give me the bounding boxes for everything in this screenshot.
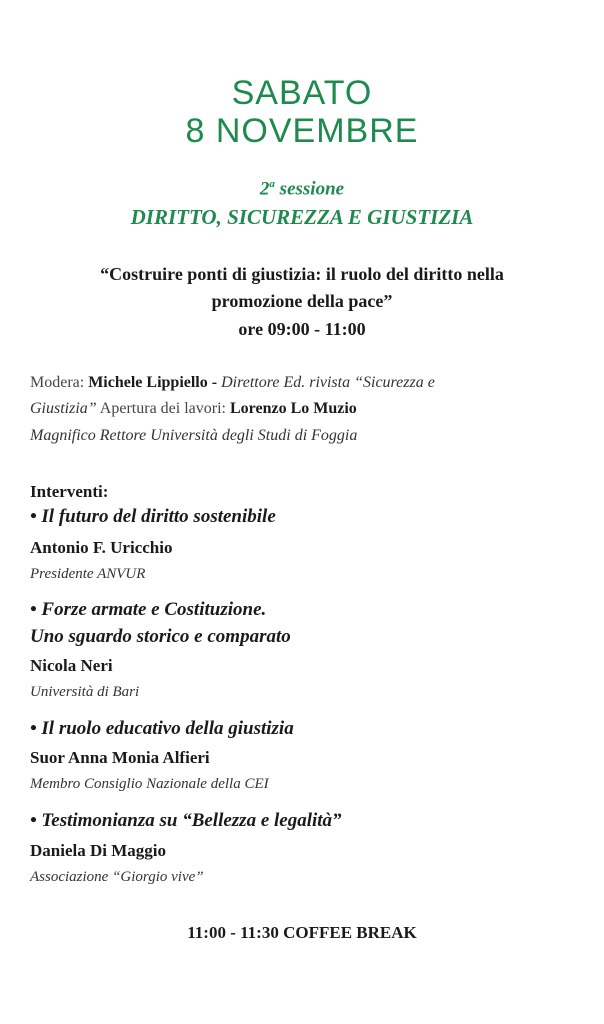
session-title: DIRITTO, SICUREZZA E GIUSTIZIA xyxy=(130,205,474,229)
intervention-role: Presidente ANVUR xyxy=(30,566,146,582)
intervention-speaker: Antonio F. Uricchio xyxy=(30,538,173,557)
intervention-title: • Forze armate e Costituzione. xyxy=(30,599,267,620)
date-heading: 8 NOVEMBRE xyxy=(185,112,419,150)
moderator-role-cont: Giustizia” xyxy=(30,400,97,417)
talk-title-line-1: “Costruire ponti di giustizia: il ruolo del diritto nella xyxy=(100,264,504,284)
session-number-value: 2 xyxy=(259,178,270,200)
opening-label: Apertura dei lavori: xyxy=(96,400,230,417)
intervention-role: Membro Consiglio Nazionale della CEI xyxy=(30,776,269,792)
session-number-suffix: a xyxy=(269,178,275,190)
intervention-title: • Il ruolo educativo della giustizia xyxy=(30,718,294,739)
intervention-speaker: Daniela Di Maggio xyxy=(30,841,166,860)
intervention-speaker: Nicola Neri xyxy=(30,656,113,675)
moderator-label: Modera: xyxy=(30,374,89,391)
coffee-break: 11:00 - 11:30 COFFEE BREAK xyxy=(187,923,417,942)
intervention-role: Università di Bari xyxy=(30,684,140,700)
intervention-speaker: Suor Anna Monia Alfieri xyxy=(30,748,210,767)
opening-line xyxy=(30,400,357,418)
session-word: sessione xyxy=(279,178,345,200)
intervention-title: • Testimonianza su “Bellezza e legalità” xyxy=(30,810,342,831)
session-number xyxy=(0,178,604,200)
moderator-name: Michele Lippiello - xyxy=(88,374,222,391)
intervention-title-line-2: Uno sguardo storico e comparato xyxy=(30,626,291,647)
talk-title-line-2: promozione della pace” xyxy=(211,291,393,311)
talk-time: ore 09:00 - 11:00 xyxy=(238,319,366,339)
opening-role: Magnifico Rettore Università degli Studi di Foggia xyxy=(30,427,358,444)
intervention-role: Associazione “Giorgio vive” xyxy=(30,869,204,885)
moderator-line xyxy=(30,374,435,392)
day-heading: SABATO xyxy=(231,74,373,112)
interventions-heading: Interventi: xyxy=(30,482,109,501)
moderator-role: Direttore Ed. rivista “Sicurezza e xyxy=(221,374,435,391)
intervention-title: • Il futuro del diritto sostenibile xyxy=(30,506,276,527)
opening-name: Lorenzo Lo Muzio xyxy=(229,400,357,417)
